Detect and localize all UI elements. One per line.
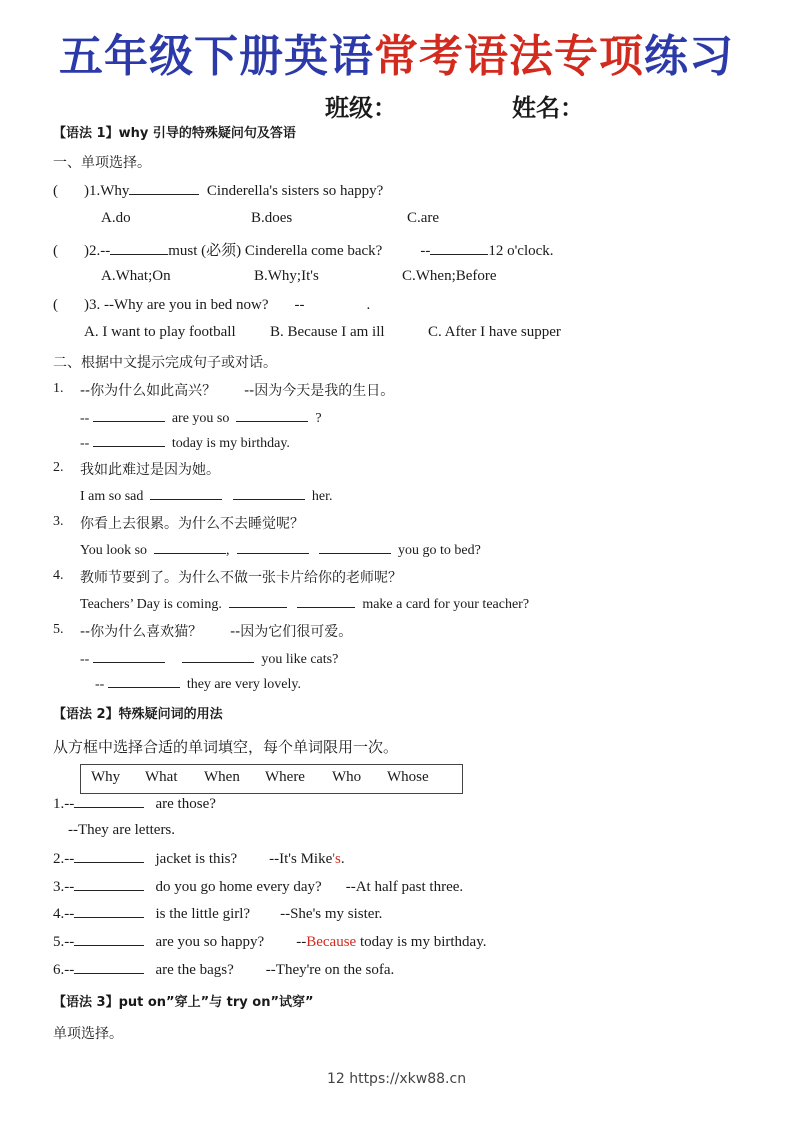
q3-option-c[interactable]: C. After I have supper xyxy=(428,324,561,340)
word-what: What xyxy=(145,769,178,785)
q3-option-a[interactable]: A. I want to play football xyxy=(84,324,236,340)
q2-option-b[interactable]: B.Why;It's xyxy=(254,268,319,284)
grammar2-heading: 【语法 2】特殊疑问词的用法 xyxy=(53,707,223,722)
page-footer: 12 https://xkw88.cn xyxy=(326,1071,467,1087)
item-5-line-b: -- they are very lovely. xyxy=(95,677,301,692)
grammar3-heading: 【语法 3】put on”穿上”与 try on”试穿” xyxy=(53,995,314,1010)
grammar1-heading: 【语法 1】why 引导的特殊疑问句及答语 xyxy=(53,126,296,141)
item-1-number: 1. xyxy=(53,381,64,396)
item-1-line-b: -- today is my birthday. xyxy=(80,436,290,451)
item-4-line: Teachers’ Day is coming. make a card for your teacher? xyxy=(80,597,530,612)
item-3-number: 3. xyxy=(53,514,64,529)
item-4-number: 4. xyxy=(53,568,64,583)
g2-answer-1: --They are letters. xyxy=(68,822,176,838)
g2-question-5: 5.-- are you so happy? --Because today is my birthday. xyxy=(53,934,487,950)
grammar2-instructions: 从方框中选择合适的单词填空，每个单词限用一次。 xyxy=(53,738,399,756)
item-2-line: I am so sad her. xyxy=(80,489,333,504)
word-who: Who xyxy=(332,769,362,785)
grammar3-subtitle: 单项选择。 xyxy=(53,1026,123,1042)
item-5-number: 5. xyxy=(53,622,64,637)
item-3-line: You look so , you go to bed? xyxy=(80,543,481,558)
q2-option-c[interactable]: C.When;Before xyxy=(402,268,497,284)
item-1-line-a: -- are you so ? xyxy=(80,411,322,426)
q1-option-a[interactable]: A.do xyxy=(101,210,131,226)
g2-question-6: 6.-- are the bags? --They're on the sofa. xyxy=(53,962,395,978)
section2-title: 二、根据中文提示完成句子或对话。 xyxy=(53,355,277,371)
page-title: 五年级下册英语常考语法专项练习 xyxy=(59,31,734,82)
word-when: When xyxy=(204,769,240,785)
word-whose: Whose xyxy=(387,769,429,785)
item-2-chinese: 我如此难过是因为她。 xyxy=(80,462,220,478)
item-2-number: 2. xyxy=(53,460,64,475)
word-why: Why xyxy=(91,769,121,785)
g2-question-3: 3.-- do you go home every day? --At half past three. xyxy=(53,879,464,895)
g2-question-1: 1.-- are those? xyxy=(53,796,216,812)
item-5-chinese: --你为什么喜欢猫？ --因为它们很可爱。 xyxy=(80,624,353,640)
question-2: ( )2.-- must (必须) Cinderella come back? -- 12 o'clock. xyxy=(53,243,554,259)
q2-option-a[interactable]: A.What;On xyxy=(101,268,171,284)
word-where: Where xyxy=(265,769,305,785)
class-label: 班级： xyxy=(325,94,397,122)
q1-option-b[interactable]: B.does xyxy=(251,210,293,226)
item-5-line-a: -- you like cats? xyxy=(80,652,339,667)
item-3-chinese: 你看上去很累。为什么不去睡觉呢？ xyxy=(80,516,304,532)
g2-question-4: 4.-- is the little girl? --She's my sister. xyxy=(53,906,383,922)
q1-option-c[interactable]: C.are xyxy=(407,210,440,226)
q3-option-b[interactable]: B. Because I am ill xyxy=(270,324,385,340)
section1-title: 一、单项选择。 xyxy=(53,155,151,171)
word-box xyxy=(80,764,463,794)
question-1: ( )1.Why Cinderella's sisters so happy? xyxy=(53,183,384,199)
question-3: ( )3. --Why are you in bed now? -- . xyxy=(53,297,371,313)
item-1-chinese: --你为什么如此高兴？ --因为今天是我的生日。 xyxy=(80,383,395,399)
item-4-chinese: 教师节要到了。为什么不做一张卡片给你的老师呢？ xyxy=(80,570,402,586)
name-label: 姓名： xyxy=(512,94,584,122)
g2-question-2: 2.-- jacket is this? --It's Mike's. xyxy=(53,851,345,867)
